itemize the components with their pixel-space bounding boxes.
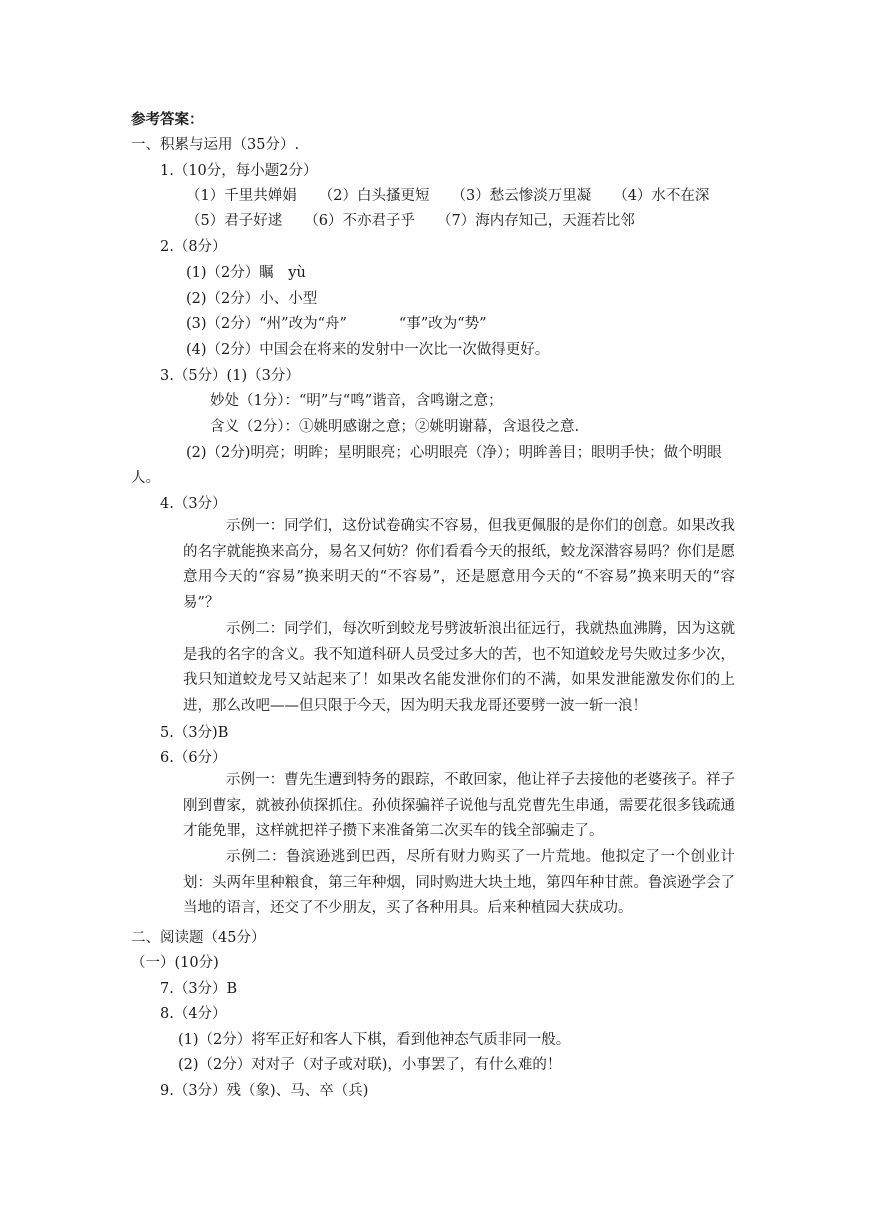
question-label: 3.（5分）(1)（3分）	[160, 368, 300, 384]
answer-row	[186, 211, 635, 231]
section-heading: 二、阅读题（45分）	[131, 930, 266, 946]
answer-line: (1)（2分）将军正好和客人下棋，看到他神态气质非同一般。	[178, 1032, 571, 1048]
answer-row	[186, 186, 709, 206]
answer-item: （2）白头搔更短	[318, 188, 430, 204]
answer-line: (2)（2分）小、小型	[186, 291, 318, 307]
answer-line: (2)（2分)明亮；明眸；星明眼亮；心明眼亮（净）；明眸善目；眼明手快；做个明眼	[186, 445, 722, 461]
answer-line: 人。	[131, 470, 160, 486]
example-paragraph: 示例二：鲁滨逊逃到巴西，尽所有财力购买了一片荒地。他拟定了一个创业计划：头两年里种粮食，第三年种烟，同时购进大块土地，第四年种甘蔗。鲁滨逊学会了当地的语言，还交了不少朋友，买了各种用具。后来种植园大获成功。	[183, 849, 735, 917]
answer-item: （4）水不在深	[613, 188, 710, 204]
question-label: 5.（3分)B	[160, 725, 229, 741]
section-heading: 一、积累与运用（35分）.	[131, 137, 300, 153]
answer-item: （6）不亦君子乎	[304, 213, 415, 229]
question-label: 6.（6分）	[160, 750, 227, 766]
question-label: 2.（8分）	[160, 239, 227, 255]
question-label: 8.（4分）	[160, 1006, 227, 1022]
answer-line: (4)（2分）中国会在将来的发射中一次比一次做得更好。	[186, 342, 550, 358]
answer-item: （1）千里共婵娟	[186, 188, 297, 204]
answer-line: (3)（2分）“州”改为“舟” “事”改为“势”	[186, 316, 487, 332]
example-paragraph: 示例一：曹先生遭到特务的跟踪，不敢回家，他让祥子去接他的老婆孩子。祥子刚到曹家，就被孙侦探抓住。孙侦探骗祥子说他与乱党曹先生串通，需要花很多钱疏通才能免罪，这样就把祥子攒下来准备第二次买车的钱全部骗走了。	[183, 772, 735, 840]
answer-item: （5）君子好逑	[186, 213, 283, 229]
question-label: 9.（3分）残（象)、马、卒（兵)	[160, 1083, 369, 1099]
question-label: 4.（3分）	[160, 496, 227, 512]
answer-line: (2)（2分）对对子（对子或对联)，小事罢了，有什么难的！	[178, 1057, 562, 1073]
answer-line: (1)（2分）瞩 yù	[186, 265, 306, 281]
question-label: 7.（3分）B	[160, 981, 238, 997]
example-paragraph: 示例二：同学们，每次听到蛟龙号劈波斩浪出征远行，我就热血沸腾，因为这就是我的名字的含义。我不知道科研人员受过多大的苦，也不知道蛟龙号失败过多少次，我只知道蛟龙号又站起来了！如果改名能发泄你们的不满，如果发泄能激发你们的上进，那么改吧——但只限于今天，因为明天我龙哥还要劈一波一斩一浪！	[183, 621, 735, 715]
answer-line: 含义（2分）：①姚明感谢之意；②姚明谢幕，含退役之意.	[210, 419, 580, 435]
answer-item: （3）愁云惨淡万里凝	[451, 188, 592, 204]
example-paragraph: 示例一：同学们，这份试卷确实不容易，但我更佩服的是你们的创意。如果改我的名字就能换来高分，易名又何妨？你们看看今天的报纸，蛟龙深潜容易吗？你们是愿意用今天的“容易”换来明天的“不容易”，还是愿意用今天的“不容易”换来明天的“容易”？	[183, 518, 735, 612]
page-title: 参考答案：	[131, 111, 204, 128]
answer-item: （7）海内存知己，天涯若比邻	[436, 213, 635, 229]
part-label: （一）(10分)	[131, 955, 219, 971]
answer-line: 妙处（1分）：“明”与“鸣”谐音，含鸣谢之意；	[210, 393, 503, 409]
question-label: 1.（10分，每小题2分）	[160, 163, 318, 179]
